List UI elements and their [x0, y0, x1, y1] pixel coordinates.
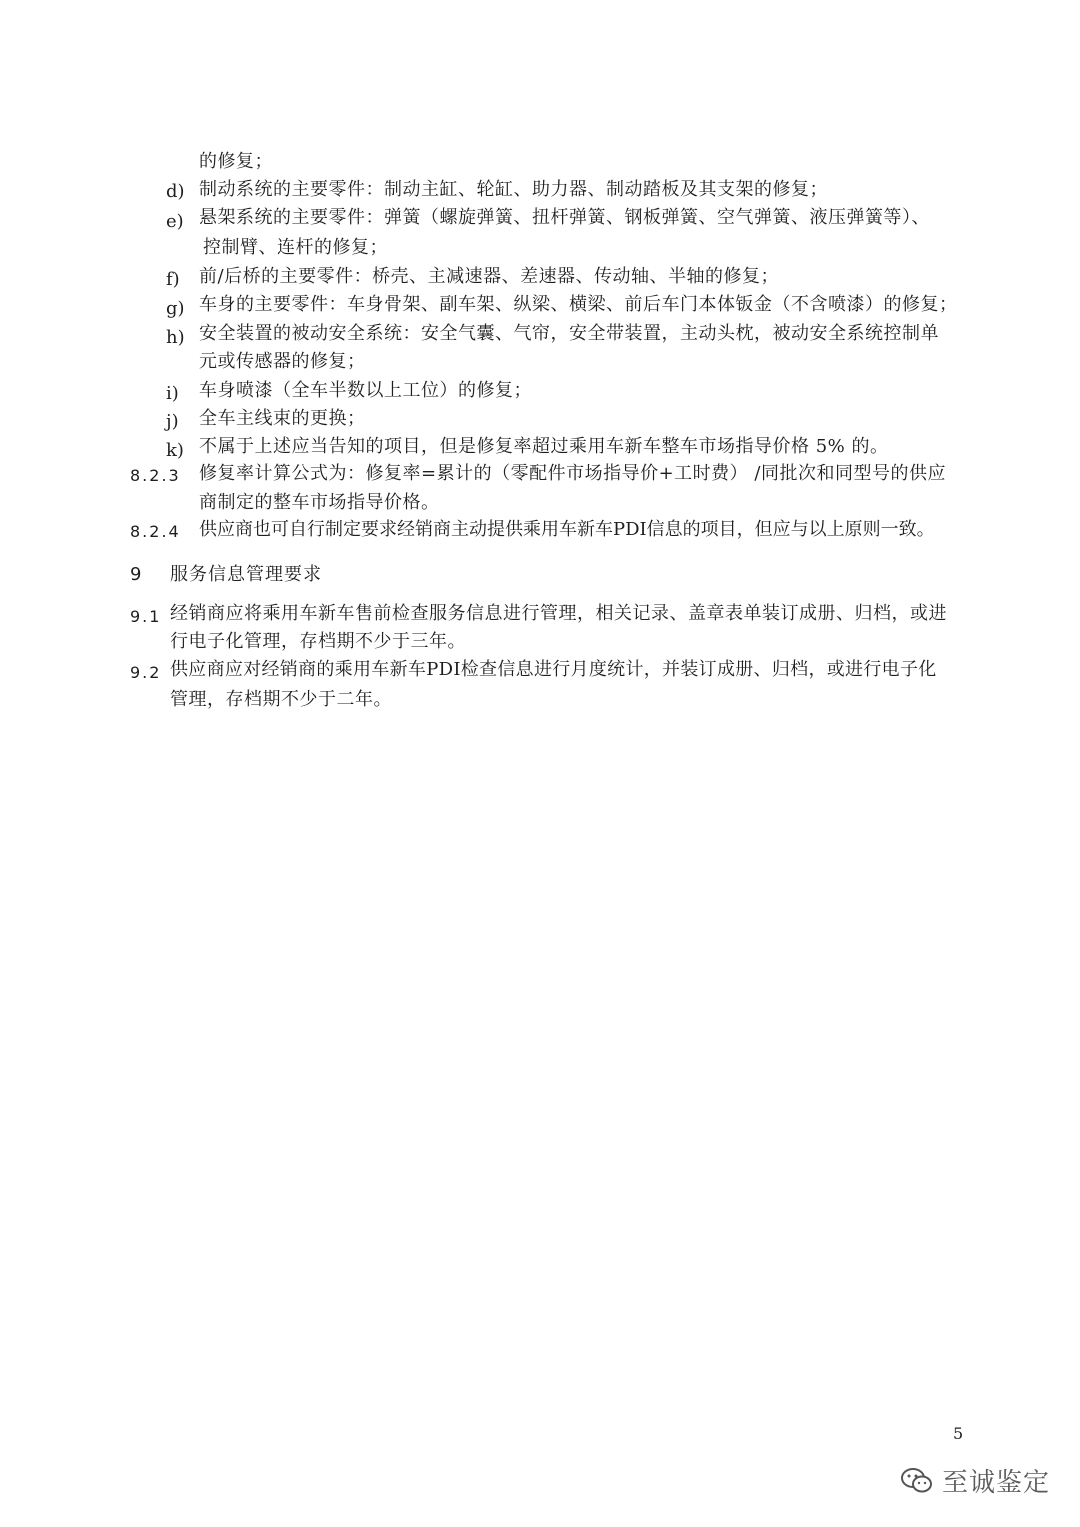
list-item-j: 全车主线束的更换； — [199, 408, 366, 429]
list-marker-i: i) — [166, 383, 179, 404]
watermark-text: 至诚鉴定 — [942, 1468, 1051, 1498]
list-item-i: 车身喷漆（全车半数以上工位）的修复； — [199, 380, 532, 401]
list-marker-k: k) — [166, 440, 184, 461]
page-number: 5 — [953, 1424, 964, 1443]
list-marker-j: j) — [166, 411, 179, 432]
list-item-e-continuation: 控制臂、连杆的修复； — [203, 237, 388, 258]
list-marker-f: f) — [166, 269, 180, 290]
list-marker-h: h) — [166, 327, 185, 348]
clause-number-9-2: 9.2 — [130, 663, 162, 682]
list-marker-d: d) — [166, 181, 185, 202]
clause-number-9-1: 9.1 — [130, 607, 162, 626]
clause-number-8-2-3: 8.2.3 — [130, 466, 181, 485]
list-item-d: 制动系统的主要零件：制动主缸、轮缸、助力器、制动踏板及其支架的修复； — [199, 179, 828, 200]
list-item-h: 安全装置的被动安全系统：安全气囊、气帘，安全带装置，主动头枕，被动安全系统控制单 — [199, 323, 939, 344]
clause-8-2-3: 修复率计算公式为：修复率=累计的（零配件市场指导价+工时费） /同批次和同型号的供应 — [199, 463, 946, 484]
clause-number-8-2-4: 8.2.4 — [130, 522, 181, 541]
watermark — [900, 1462, 1050, 1499]
section-heading-9: 服务信息管理要求 — [170, 564, 322, 585]
list-item-k: 不属于上述应当告知的项目，但是修复率超过乘用车新车整车市场指导价格 5% 的。 — [199, 436, 889, 457]
clause-9-2: 供应商应对经销商的乘用车新车PDI检查信息进行月度统计，并装订成册、归档，或进行电子化 — [170, 659, 937, 680]
wechat-icon — [900, 1466, 934, 1496]
list-item-f: 前/后桥的主要零件：桥壳、主减速器、差速器、传动轴、半轴的修复； — [199, 266, 780, 287]
section-number-9: 9 — [130, 564, 142, 585]
list-item-e: 悬架系统的主要零件：弹簧（螺旋弹簧、扭杆弹簧、钢板弹簧、空气弹簧、液压弹簧等）、 — [199, 207, 930, 228]
list-marker-e: e) — [166, 211, 184, 232]
list-item-c-continuation: 的修复； — [199, 151, 273, 172]
clause-8-2-3-continuation: 商制定的整车市场指导价格。 — [199, 492, 440, 513]
clause-8-2-4: 供应商也可自行制定要求经销商主动提供乘用车新车PDI信息的项目，但应与以上原则一致。 — [199, 519, 935, 540]
clause-9-1-continuation: 行电子化管理，存档期不少于三年。 — [170, 631, 466, 652]
clause-9-2-continuation: 管理，存档期不少于二年。 — [170, 689, 392, 710]
list-item-g: 车身的主要零件：车身骨架、副车架、纵梁、横梁、前后车门本体钣金（不含喷漆）的修复； — [199, 294, 958, 315]
list-item-h-continuation: 元或传感器的修复； — [199, 351, 366, 372]
clause-9-1: 经销商应将乘用车新车售前检查服务信息进行管理，相关记录、盖章表单装订成册、归档，或进 — [170, 603, 947, 624]
list-marker-g: g) — [166, 298, 185, 319]
